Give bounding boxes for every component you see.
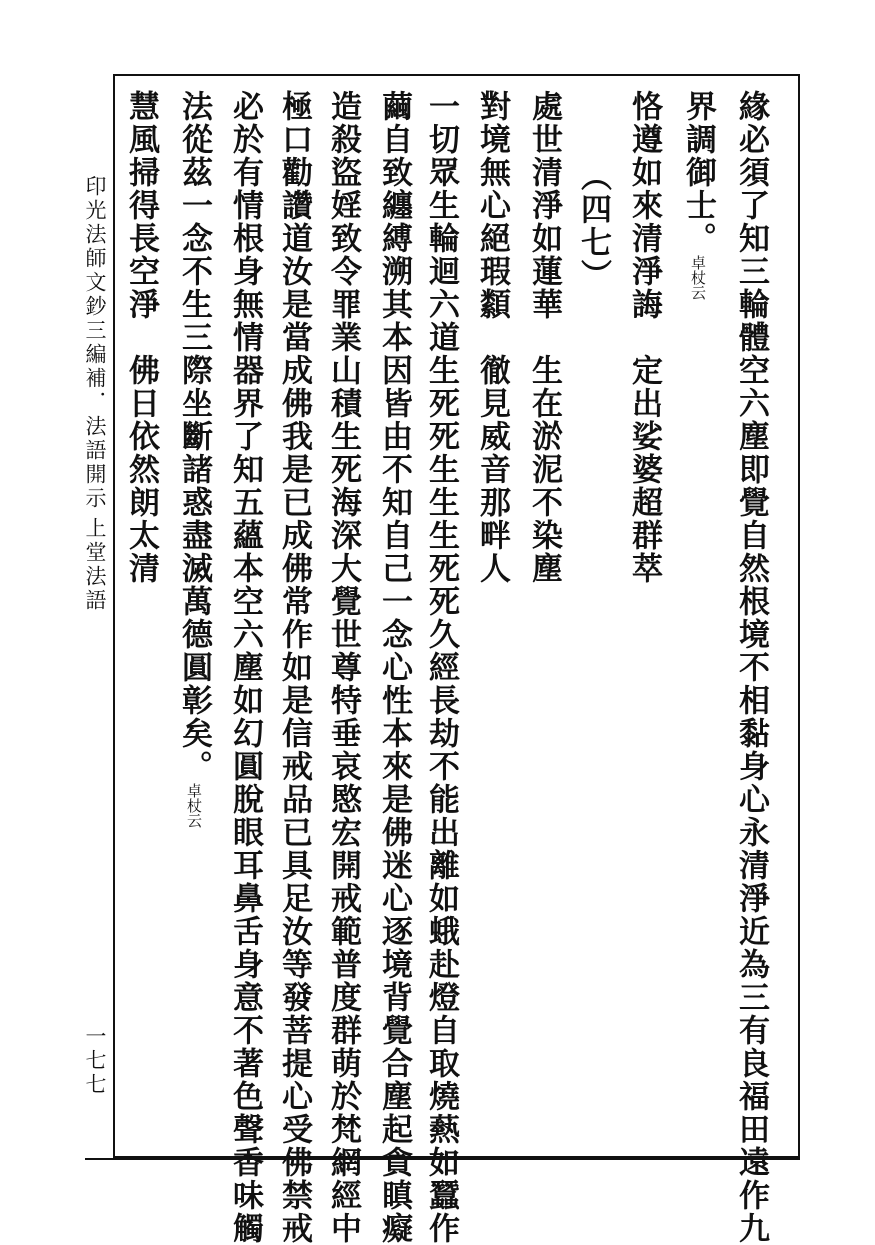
verse-column: 對境無心絕瑕纇 徹見威音那畔人 <box>474 90 510 585</box>
text-column: 必於有情根身無情器界了知五蘊本空六塵如幻圓脫眼耳鼻舌身意不著色聲香味觸 <box>227 90 263 1245</box>
verse-column: 處世清淨如蓮華 生在淤泥不染塵 <box>526 90 562 585</box>
page-number: 一七七 <box>83 1025 107 1097</box>
section-number: （四七） <box>575 160 611 292</box>
text-column: 一切眾生輪迴六道生死死生生生死死久經長劫不能出離如蛾赴燈自取燒爇如蠶作 <box>423 90 459 1245</box>
text-column: 造殺盜婬致令罪業山積生死海深大覺世尊特垂哀愍宏開戒範普度群萌於梵網經中 <box>325 90 361 1245</box>
verse-column: 恪遵如來清淨誨 定出娑婆超群萃 <box>626 90 662 585</box>
section-title: 上堂法語 <box>83 517 107 613</box>
text-column: 界調御士。卓杖云 <box>680 90 716 300</box>
text-column: 繭自致纏縛溯其本因皆由不知自己一念心性本來是佛迷心逐境背覺合塵起貪瞋癡 <box>376 90 412 1245</box>
text-column: 法從茲一念不生三際坐斷諸惑盡滅萬德圓彰矣。卓杖云 <box>176 90 212 828</box>
book-title: 印光法師文鈔三編補．法語開示 <box>83 175 107 511</box>
text-column: 極口勸讚道汝是當成佛我是已成佛常作如是信戒品已具足汝等發菩提心受佛禁戒 <box>276 90 312 1245</box>
text-column: 緣必須了知三輪體空六塵即覺自然根境不相黏身心永清淨近為三有良福田遠作九 <box>733 90 769 1245</box>
verse-column: 慧風掃得長空淨 佛日依然朗太清 <box>123 90 159 585</box>
annotation-note: 卓杖云 <box>689 255 707 300</box>
annotation-note: 卓杖云 <box>185 783 203 828</box>
